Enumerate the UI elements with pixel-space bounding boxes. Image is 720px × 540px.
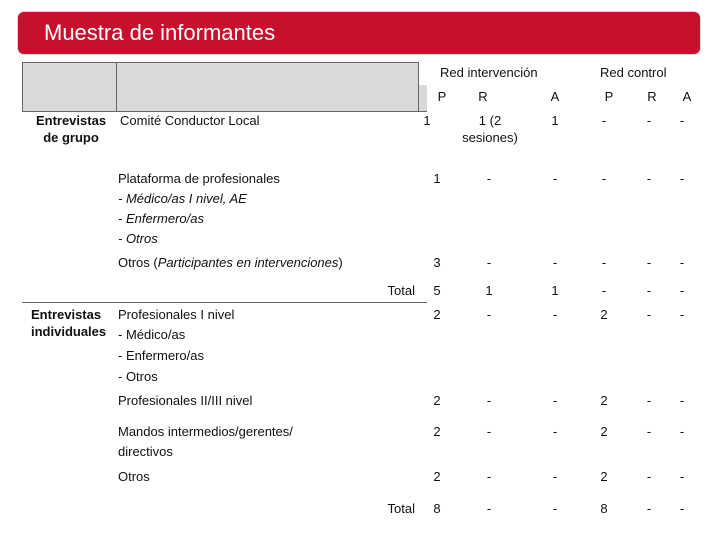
individual-total-r2: - — [646, 501, 652, 516]
table-left-border — [22, 62, 23, 112]
cell-otros-p2: - — [601, 255, 607, 270]
cell-plataforma-r2: - — [646, 171, 652, 186]
row-subline-otros-ind: - Otros — [118, 369, 158, 384]
cell-otros-ind-a1: - — [552, 469, 558, 484]
row-subline-medicos: - Médico/as I nivel, AE — [118, 191, 247, 206]
cell-prof1-r1: - — [486, 307, 492, 322]
cell-otros-ind-p1: 2 — [433, 469, 441, 484]
header-col-r2: R — [647, 89, 657, 104]
row-label-comite: Comité Conductor Local — [120, 113, 260, 128]
row-label-prof-ii-iii-nivel: Profesionales II/III nivel — [118, 393, 253, 408]
group-interviews-label-line1: Entrevistas — [35, 113, 107, 128]
header-col-a2: A — [682, 89, 692, 104]
cell-otros-a2: - — [679, 255, 685, 270]
row-label-otros-participantes — [118, 253, 343, 273]
header-red-intervencion: Red intervención — [440, 65, 538, 80]
individual-interviews-label-line2: individuales — [31, 324, 107, 339]
cell-mandos-p2: 2 — [600, 424, 608, 439]
row-subline-enfermeros-ind: - Enfermero/as — [118, 348, 204, 363]
cell-plataforma-a1: - — [552, 171, 558, 186]
cell-prof2-a2: - — [679, 393, 685, 408]
row-label-otros-pre: Otros ( — [118, 255, 158, 270]
cell-mandos-r2: - — [646, 424, 652, 439]
header-shade-p — [419, 85, 427, 111]
cell-otros-p1: 3 — [433, 255, 441, 270]
cell-comite-r1-cont: sesiones) — [462, 130, 518, 145]
cell-prof2-a1: - — [552, 393, 558, 408]
cell-otros-a1: - — [552, 255, 558, 270]
row-label-prof-i-nivel: Profesionales I nivel — [118, 307, 235, 322]
cell-plataforma-r1: - — [486, 171, 492, 186]
row-label-otros-post: ) — [338, 255, 343, 270]
cell-prof1-a1: - — [552, 307, 558, 322]
group-total-a1: 1 — [551, 283, 559, 298]
cell-mandos-a1: - — [552, 424, 558, 439]
cell-prof2-p1: 2 — [433, 393, 441, 408]
cell-otros-ind-r1: - — [486, 469, 492, 484]
cell-otros-ind-r2: - — [646, 469, 652, 484]
individual-total-p2: 8 — [600, 501, 608, 516]
individual-interviews-label-line1: Entrevistas — [31, 307, 102, 322]
cell-prof1-p1: 2 — [433, 307, 441, 322]
row-label-mandos: Mandos intermedios/gerentes/ — [118, 424, 293, 439]
cell-plataforma-p2: - — [601, 171, 607, 186]
cell-mandos-a2: - — [679, 424, 685, 439]
group-total-a2: - — [679, 283, 685, 298]
row-subline-medicos-ind: - Médico/as — [118, 327, 186, 342]
page-title: Muestra de informantes — [44, 20, 276, 45]
group-total-r1: 1 — [485, 283, 493, 298]
row-label-otros-italic: Participantes en intervenciones — [157, 255, 339, 270]
cell-comite-p1: 1 — [423, 113, 431, 128]
row-subline-otros: - Otros — [118, 231, 158, 246]
individual-total-r1: - — [486, 501, 492, 516]
row-label-mandos-line2: directivos — [118, 444, 173, 459]
group-total-p2: - — [601, 283, 607, 298]
cell-otros-ind-p2: 2 — [600, 469, 608, 484]
cell-comite-a2: - — [679, 113, 685, 128]
group-total-p1: 5 — [433, 283, 441, 298]
group-total-r2: - — [646, 283, 652, 298]
cell-comite-r1: 1 (2 — [478, 113, 502, 128]
header-col-a1: A — [550, 89, 560, 104]
header-col-p1: P — [437, 89, 447, 104]
header-red-control: Red control — [600, 65, 667, 80]
header-shade-mid — [117, 63, 418, 111]
cell-otros-ind-a2: - — [679, 469, 685, 484]
individual-total-p1: 8 — [433, 501, 441, 516]
cell-plataforma-p1: 1 — [433, 171, 441, 186]
cell-comite-a1: 1 — [551, 113, 559, 128]
cell-mandos-r1: - — [486, 424, 492, 439]
cell-prof1-r2: - — [646, 307, 652, 322]
cell-mandos-p1: 2 — [433, 424, 441, 439]
title-banner — [18, 12, 700, 54]
cell-otros-r1: - — [486, 255, 492, 270]
cell-prof1-p2: 2 — [600, 307, 608, 322]
header-col-r1: R — [478, 89, 488, 104]
header-shade-left — [22, 63, 116, 111]
cell-prof1-a2: - — [679, 307, 685, 322]
cell-plataforma-a2: - — [679, 171, 685, 186]
row-label-otros-ind: Otros — [118, 469, 150, 484]
row-label-plataforma: Plataforma de profesionales — [118, 171, 280, 186]
group-total-label: Total — [387, 283, 415, 298]
group-interviews-label-line2: de grupo — [43, 130, 99, 145]
section-divider — [22, 302, 427, 303]
individual-total-label: Total — [387, 501, 415, 516]
individual-total-a1: - — [552, 501, 558, 516]
individual-total-a2: - — [679, 501, 685, 516]
cell-prof2-r1: - — [486, 393, 492, 408]
column-divider-1 — [116, 62, 117, 112]
cell-comite-p2: - — [601, 113, 607, 128]
column-divider-2 — [418, 62, 419, 112]
table-top-border — [22, 62, 418, 63]
row-subline-enfermeros: - Enfermero/as — [118, 211, 204, 226]
header-col-p2: P — [604, 89, 614, 104]
cell-prof2-r2: - — [646, 393, 652, 408]
cell-comite-r2: - — [646, 113, 652, 128]
cell-prof2-p2: 2 — [600, 393, 608, 408]
cell-otros-r2: - — [646, 255, 652, 270]
